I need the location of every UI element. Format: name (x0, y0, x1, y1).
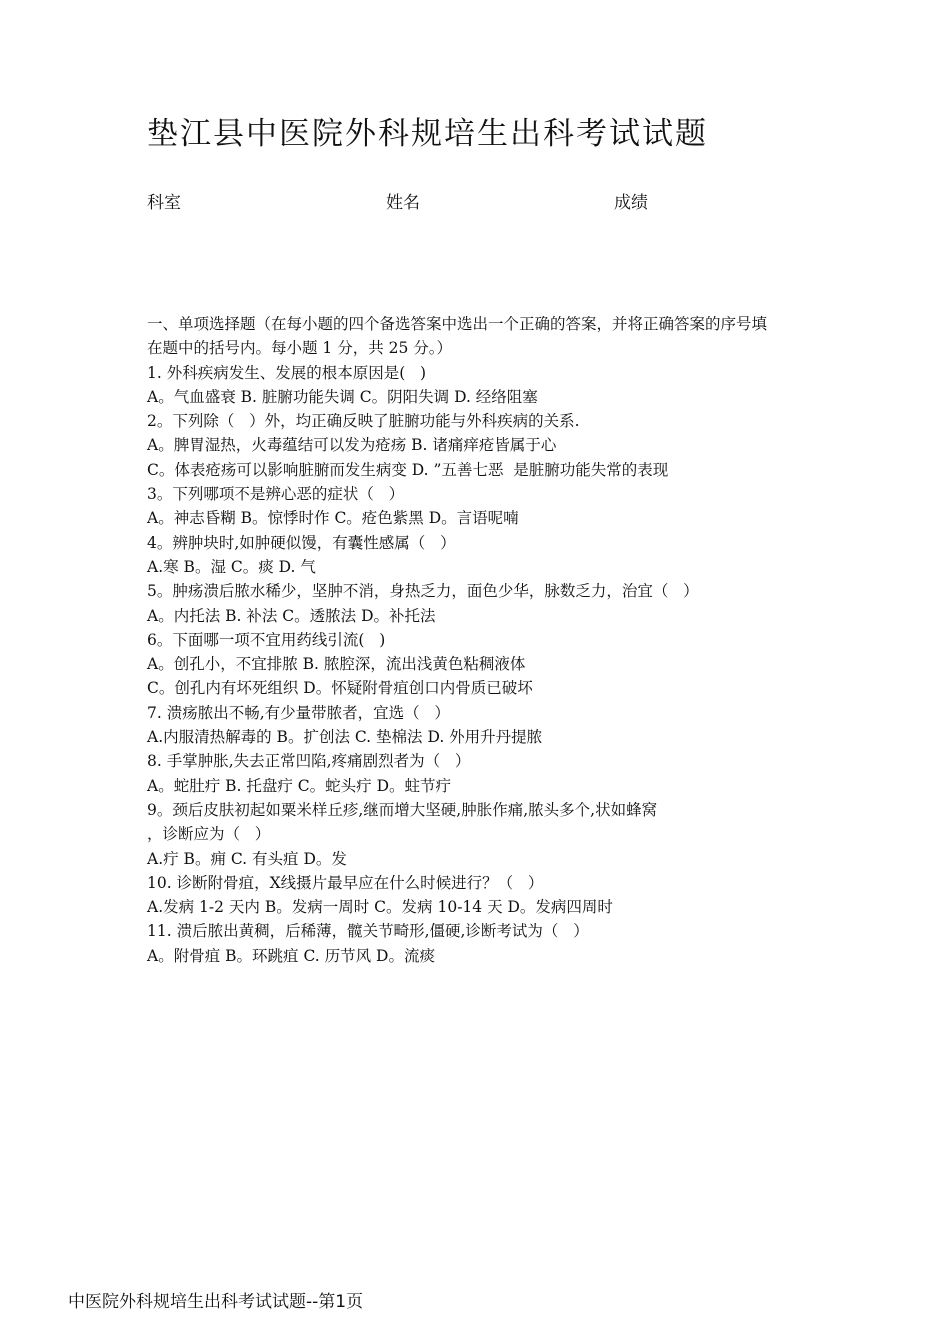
question-options: A。创孔小，不宜排脓 B. 脓腔深，流出浅黄色粘稠液体 (147, 655, 526, 674)
question-stem: ，诊断应为（ ） (147, 825, 271, 844)
question-options: A。蛇肚疔 B. 托盘疔 C。蛇头疔 D。蛀节疔 (147, 776, 452, 795)
question-options: A.发病 1-2 天内 B。发病一周时 C。发病 10-14 天 D。发病四周时 (147, 898, 613, 917)
question-options: A。神志昏糊 B。惊悸时作 C。疮色紫黑 D。言语呢喃 (147, 509, 519, 528)
question-stem: 11. 溃后脓出黄稠，后稀薄，髋关节畸形,僵硬,诊断考试为（ ） (147, 922, 589, 941)
question-stem: 1. 外科疾病发生、发展的根本原因是( ) (147, 363, 427, 382)
question-options: C。体表疮疡可以影响脏腑而发生病变 D. ”五善七恶 是脏腑功能失常的表现 (147, 460, 669, 479)
question-stem: 10. 诊断附骨疽，X线摄片最早应在什么时候进行？（ ） (147, 873, 544, 892)
score-label: 成绩 (614, 193, 648, 213)
question-stem: 6。下面哪一项不宜用药线引流( ) (147, 630, 386, 649)
section-intro-line: 一、单项选择题（在每小题的四个备选答案中选出一个正确的答案，并将正确答案的序号填 (147, 315, 768, 333)
info-row (0, 188, 950, 216)
question-options: A。内托法 B. 补法 C。透脓法 D。补托法 (147, 606, 436, 625)
question-section (147, 312, 817, 968)
section-intro-line: 在题中的括号内。每小题 1 分，共 25 分。） (147, 339, 453, 358)
question-options: C。创孔内有坏死组织 D。怀疑附骨疽创口内骨质已破坏 (147, 679, 533, 698)
question-options: A.疔 B。痈 C. 有头疽 D。发 (147, 849, 347, 868)
question-options: A。脾胃湿热，火毒蕴结可以发为疮疡 B. 诸痛痒疮皆属于心 (147, 436, 557, 455)
question-stem: 4。辨肿块时,如肿硬似馒，有囊性感属（ ） (147, 533, 456, 552)
question-options: A.寒 B。湿 C。痰 D. 气 (147, 557, 316, 576)
dept-label: 科室 (147, 193, 181, 213)
question-stem: 2。下列除（ ）外，均正确反映了脏腑功能与外科疾病的关系. (147, 412, 580, 431)
name-label: 姓名 (386, 193, 420, 213)
question-stem: 3。下列哪项不是辨心恶的症状（ ） (147, 485, 405, 504)
question-options: A。附骨疽 B。环跳疽 C. 历节风 D。流痰 (147, 946, 435, 965)
page-title: 垫江县中医院外科规培生出科考试试题 (147, 116, 708, 152)
question-options: A.内服清热解毒的 B。扩创法 C. 垫棉法 D. 外用升丹提脓 (147, 728, 543, 747)
page-footer: 中医院外科规培生出科考试试题--第1页 (68, 1292, 364, 1312)
question-stem: 9。颈后皮肤初起如粟米样丘疹,继而增大坚硬,肿胀作痛,脓头多个,状如蜂窝 (147, 800, 658, 819)
question-options: A。气血盛衰 B. 脏腑功能失调 C。阴阳失调 D. 经络阻塞 (147, 387, 538, 406)
question-stem: 5。肿疡溃后脓水稀少，坚肿不消，身热乏力，面色少华，脉数乏力，治宜（ ） (147, 582, 699, 601)
question-stem: 8. 手掌肿胀,失去正常凹陷,疼痛剧烈者为（ ） (147, 752, 471, 771)
question-stem: 7. 溃疡脓出不畅,有少量带脓者，宜选（ ） (147, 703, 450, 722)
